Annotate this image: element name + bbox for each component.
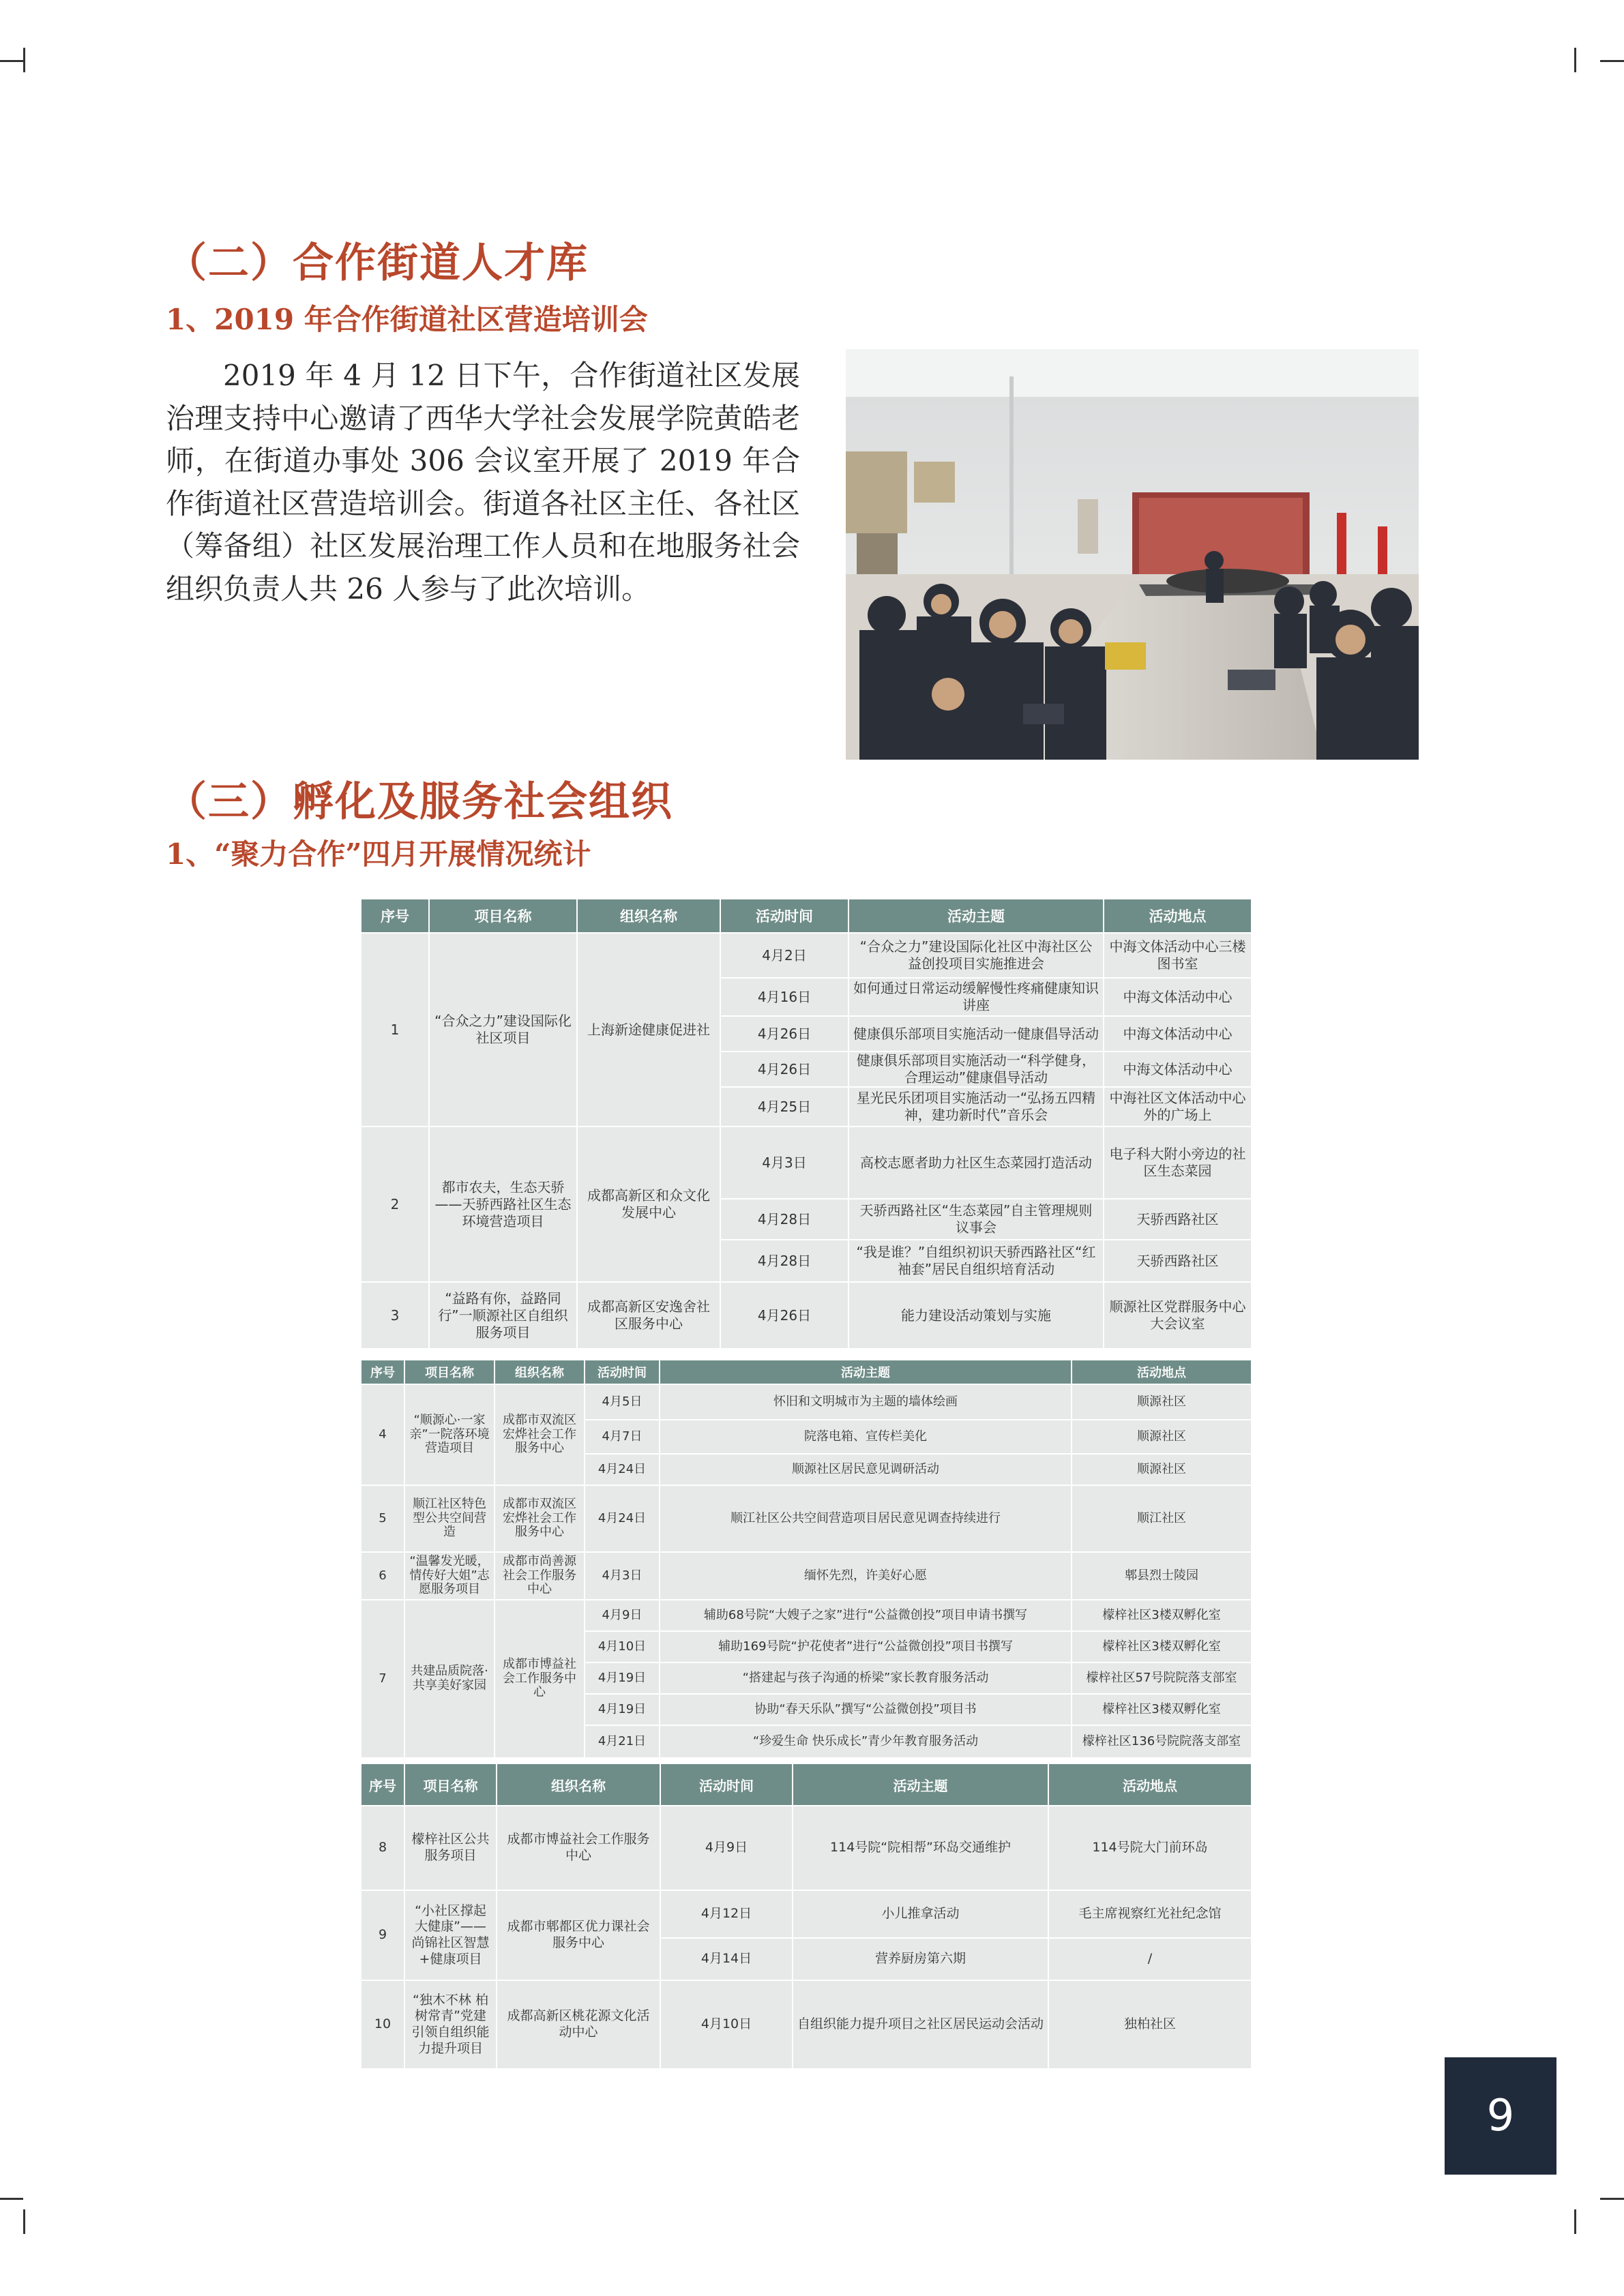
header-project: 项目名称 bbox=[404, 1360, 494, 1384]
table-row bbox=[361, 1980, 1252, 2069]
row-time: 4月25日 bbox=[720, 1087, 848, 1127]
activity-table-part2 bbox=[360, 1359, 1252, 1759]
row-project: “小社区撑起大健康”——尚锦社区智慧+健康项目 bbox=[404, 1890, 497, 1980]
row-place: 郫县烈士陵园 bbox=[1072, 1552, 1252, 1600]
header-project: 项目名称 bbox=[404, 1763, 497, 1806]
row-time: 4月26日 bbox=[720, 1282, 848, 1349]
row-place: 中海文体活动中心三楼图书室 bbox=[1104, 933, 1252, 978]
row-project: 都市农夫，生态天骄——天骄西路社区生态环境营造项目 bbox=[429, 1127, 577, 1282]
row-theme: 辅助68号院“大嫂子之家”进行“公益微创投”项目申请书撰写 bbox=[660, 1600, 1072, 1631]
row-place: 顺源社区 bbox=[1072, 1454, 1252, 1485]
row-no: 3 bbox=[361, 1282, 429, 1349]
header-time: 活动时间 bbox=[720, 899, 848, 933]
subheading-statistics: 1、“聚力合作”四月开展情况统计 bbox=[166, 837, 591, 871]
row-project: 共建品质院落·共享美好家园 bbox=[404, 1600, 494, 1758]
row-project: 檬梓社区公共服务项目 bbox=[404, 1806, 497, 1890]
section-heading-talent-pool: （二）合作街道人才库 bbox=[166, 239, 589, 287]
row-time: 4月9日 bbox=[660, 1806, 793, 1890]
row-theme: 高校志愿者助力社区生态菜园打造活动 bbox=[848, 1127, 1104, 1199]
row-place: 中海文体活动中心 bbox=[1104, 1052, 1252, 1087]
row-time: 4月7日 bbox=[585, 1420, 660, 1454]
section-heading-incubation: （三）孵化及服务社会组织 bbox=[166, 778, 673, 826]
row-project: “顺源心·一家亲”一院落环境营造项目 bbox=[404, 1384, 494, 1485]
row-no: 7 bbox=[361, 1600, 404, 1758]
activity-table-part1 bbox=[360, 898, 1252, 1350]
row-theme: 星光民乐团项目实施活动一“弘扬五四精神，建功新时代”音乐会 bbox=[848, 1087, 1104, 1127]
table-row bbox=[361, 1552, 1252, 1600]
table-row bbox=[361, 1127, 1252, 1199]
crop-mark bbox=[23, 2209, 25, 2234]
row-no: 9 bbox=[361, 1890, 404, 1980]
row-time: 4月12日 bbox=[660, 1890, 793, 1938]
page-number: 9 bbox=[1445, 2057, 1556, 2175]
header-place: 活动地点 bbox=[1104, 899, 1252, 933]
row-time: 4月24日 bbox=[585, 1485, 660, 1552]
row-time: 4月9日 bbox=[585, 1600, 660, 1631]
row-theme: “搭建起与孩子沟通的桥梁”家长教育服务活动 bbox=[660, 1663, 1072, 1694]
row-org: 成都高新区桃花源文化活动中心 bbox=[497, 1980, 660, 2069]
header-place: 活动地点 bbox=[1072, 1360, 1252, 1384]
row-place: 中海社区文体活动中心外的广场上 bbox=[1104, 1087, 1252, 1127]
row-org: 成都市博益社会工作服务中心 bbox=[497, 1806, 660, 1890]
crop-mark bbox=[1574, 48, 1576, 72]
row-place: 毛主席视察红光社纪念馆 bbox=[1048, 1890, 1252, 1938]
row-time: 4月21日 bbox=[585, 1725, 660, 1758]
row-place: 独柏社区 bbox=[1048, 1980, 1252, 2069]
row-time: 4月26日 bbox=[720, 1052, 848, 1087]
table-row bbox=[361, 1890, 1252, 1938]
row-theme: 健康俱乐部项目实施活动一“科学健身，合理运动”健康倡导活动 bbox=[848, 1052, 1104, 1087]
row-no: 5 bbox=[361, 1485, 404, 1552]
row-project: “温馨发光暖，情传好大姐”志愿服务项目 bbox=[404, 1552, 494, 1600]
row-theme: 协助“春天乐队”撰写“公益微创投”项目书 bbox=[660, 1694, 1072, 1725]
header-theme: 活动主题 bbox=[848, 899, 1104, 933]
row-time: 4月3日 bbox=[585, 1552, 660, 1600]
header-no: 序号 bbox=[361, 1763, 404, 1806]
row-theme: “合众之力”建设国际化社区中海社区公益创投项目实施推进会 bbox=[848, 933, 1104, 978]
header-no: 序号 bbox=[361, 899, 429, 933]
row-org: 成都市博益社会工作服务中心 bbox=[494, 1600, 585, 1758]
header-place: 活动地点 bbox=[1048, 1763, 1252, 1806]
row-place: 檬梓社区57号院院落支部室 bbox=[1072, 1663, 1252, 1694]
row-time: 4月10日 bbox=[585, 1631, 660, 1663]
row-time: 4月10日 bbox=[660, 1980, 793, 2069]
row-time: 4月5日 bbox=[585, 1384, 660, 1420]
row-place: 顺源社区 bbox=[1072, 1384, 1252, 1420]
header-time: 活动时间 bbox=[585, 1360, 660, 1384]
row-theme: 114号院“院相帮”环岛交通维护 bbox=[793, 1806, 1048, 1890]
row-org: 成都高新区安逸舍社区服务中心 bbox=[577, 1282, 720, 1349]
intro-paragraph: 2019 年 4 月 12 日下午，合作街道社区发展治理支持中心邀请了西华大学社会发展学院黄皓老师，在街道办事处 306 会议室开展了 2019 年合作街道社区营造培训会。街道各社区主任、各社区（筹备组）社区发展治理工作人员和在地服务社会组织负责人共 26 人参与了此次培训。 bbox=[166, 359, 800, 606]
row-place: 檬梓社区3楼双孵化室 bbox=[1072, 1631, 1252, 1663]
row-org: 成都市郫都区优力课社会服务中心 bbox=[497, 1890, 660, 1980]
row-project: “合众之力”建设国际化社区项目 bbox=[429, 933, 577, 1127]
row-org: 成都市双流区宏烨社会工作服务中心 bbox=[494, 1485, 585, 1552]
row-place: / bbox=[1048, 1938, 1252, 1980]
crop-mark bbox=[1600, 2198, 1624, 2200]
row-project: “益路有你，益路同行”一顺源社区自组织服务项目 bbox=[429, 1282, 577, 1349]
row-place: 顺江社区 bbox=[1072, 1485, 1252, 1552]
activity-table-part3 bbox=[360, 1763, 1252, 2070]
row-org: 成都市双流区宏烨社会工作服务中心 bbox=[494, 1384, 585, 1485]
header-theme: 活动主题 bbox=[793, 1763, 1048, 1806]
row-theme: 健康俱乐部项目实施活动一健康倡导活动 bbox=[848, 1016, 1104, 1052]
row-place: 檬梓社区3楼双孵化室 bbox=[1072, 1600, 1252, 1631]
header-org: 组织名称 bbox=[494, 1360, 585, 1384]
crop-mark bbox=[23, 48, 25, 72]
row-no: 4 bbox=[361, 1384, 404, 1485]
table-row bbox=[361, 1384, 1252, 1420]
row-theme: 小儿推拿活动 bbox=[793, 1890, 1048, 1938]
row-theme: “我是谁？”自组织初识天骄西路社区“红袖套”居民自组织培育活动 bbox=[848, 1240, 1104, 1282]
row-time: 4月28日 bbox=[720, 1199, 848, 1240]
crop-mark bbox=[0, 2198, 23, 2200]
row-place: 天骄西路社区 bbox=[1104, 1240, 1252, 1282]
row-no: 10 bbox=[361, 1980, 404, 2069]
row-no: 2 bbox=[361, 1127, 429, 1282]
row-theme: 能力建设活动策划与实施 bbox=[848, 1282, 1104, 1349]
row-time: 4月19日 bbox=[585, 1694, 660, 1725]
crop-mark bbox=[1574, 2209, 1576, 2234]
row-place: 电子科大附小旁边的社区生态菜园 bbox=[1104, 1127, 1252, 1199]
row-place: 中海文体活动中心 bbox=[1104, 978, 1252, 1016]
row-time: 4月19日 bbox=[585, 1663, 660, 1694]
row-place: 檬梓社区136号院院落支部室 bbox=[1072, 1725, 1252, 1758]
row-theme: “珍爱生命 快乐成长”青少年教育服务活动 bbox=[660, 1725, 1072, 1758]
row-no: 8 bbox=[361, 1806, 404, 1890]
subheading-training: 1、2019 年合作街道社区营造培训会 bbox=[166, 303, 648, 336]
row-no: 6 bbox=[361, 1552, 404, 1600]
row-time: 4月16日 bbox=[720, 978, 848, 1016]
row-place: 顺源社区党群服务中心大会议室 bbox=[1104, 1282, 1252, 1349]
table-row bbox=[361, 1282, 1252, 1349]
row-time: 4月24日 bbox=[585, 1454, 660, 1485]
row-place: 顺源社区 bbox=[1072, 1420, 1252, 1454]
row-theme: 缅怀先烈，许美好心愿 bbox=[660, 1552, 1072, 1600]
row-no: 1 bbox=[361, 933, 429, 1127]
table-row bbox=[361, 933, 1252, 978]
table-row bbox=[361, 1600, 1252, 1631]
row-theme: 顺江社区公共空间营造项目居民意见调查持续进行 bbox=[660, 1485, 1072, 1552]
row-org: 成都市尚善源社会工作服务中心 bbox=[494, 1552, 585, 1600]
row-place: 中海文体活动中心 bbox=[1104, 1016, 1252, 1052]
row-org: 成都高新区和众文化发展中心 bbox=[577, 1127, 720, 1282]
row-theme: 怀旧和文明城市为主题的墙体绘画 bbox=[660, 1384, 1072, 1420]
row-org: 上海新途健康促进社 bbox=[577, 933, 720, 1127]
row-theme: 自组织能力提升项目之社区居民运动会活动 bbox=[793, 1980, 1048, 2069]
row-theme: 天骄西路社区“生态菜园”自主管理规则议事会 bbox=[848, 1199, 1104, 1240]
table-row bbox=[361, 1806, 1252, 1890]
header-no: 序号 bbox=[361, 1360, 404, 1384]
row-time: 4月26日 bbox=[720, 1016, 848, 1052]
row-time: 4月2日 bbox=[720, 933, 848, 978]
row-place: 114号院大门前环岛 bbox=[1048, 1806, 1252, 1890]
header-theme: 活动主题 bbox=[660, 1360, 1072, 1384]
row-theme: 顺源社区居民意见调研活动 bbox=[660, 1454, 1072, 1485]
training-photo bbox=[846, 349, 1419, 760]
row-time: 4月3日 bbox=[720, 1127, 848, 1199]
row-theme: 院落电箱、宣传栏美化 bbox=[660, 1420, 1072, 1454]
header-project: 项目名称 bbox=[429, 899, 577, 933]
row-place: 天骄西路社区 bbox=[1104, 1199, 1252, 1240]
row-theme: 营养厨房第六期 bbox=[793, 1938, 1048, 1980]
row-project: “独木不林 柏树常青”党建引领自组织能力提升项目 bbox=[404, 1980, 497, 2069]
crop-mark bbox=[1600, 60, 1624, 62]
crop-mark bbox=[0, 60, 23, 62]
row-theme: 如何通过日常运动缓解慢性疼痛健康知识讲座 bbox=[848, 978, 1104, 1016]
header-time: 活动时间 bbox=[660, 1763, 793, 1806]
row-place: 檬梓社区3楼双孵化室 bbox=[1072, 1694, 1252, 1725]
row-time: 4月28日 bbox=[720, 1240, 848, 1282]
row-project: 顺江社区特色型公共空间营造 bbox=[404, 1485, 494, 1552]
header-org: 组织名称 bbox=[577, 899, 720, 933]
table-row bbox=[361, 1485, 1252, 1552]
row-time: 4月14日 bbox=[660, 1938, 793, 1980]
row-theme: 辅助169号院“护花使者”进行“公益微创投”项目书撰写 bbox=[660, 1631, 1072, 1663]
header-org: 组织名称 bbox=[497, 1763, 660, 1806]
